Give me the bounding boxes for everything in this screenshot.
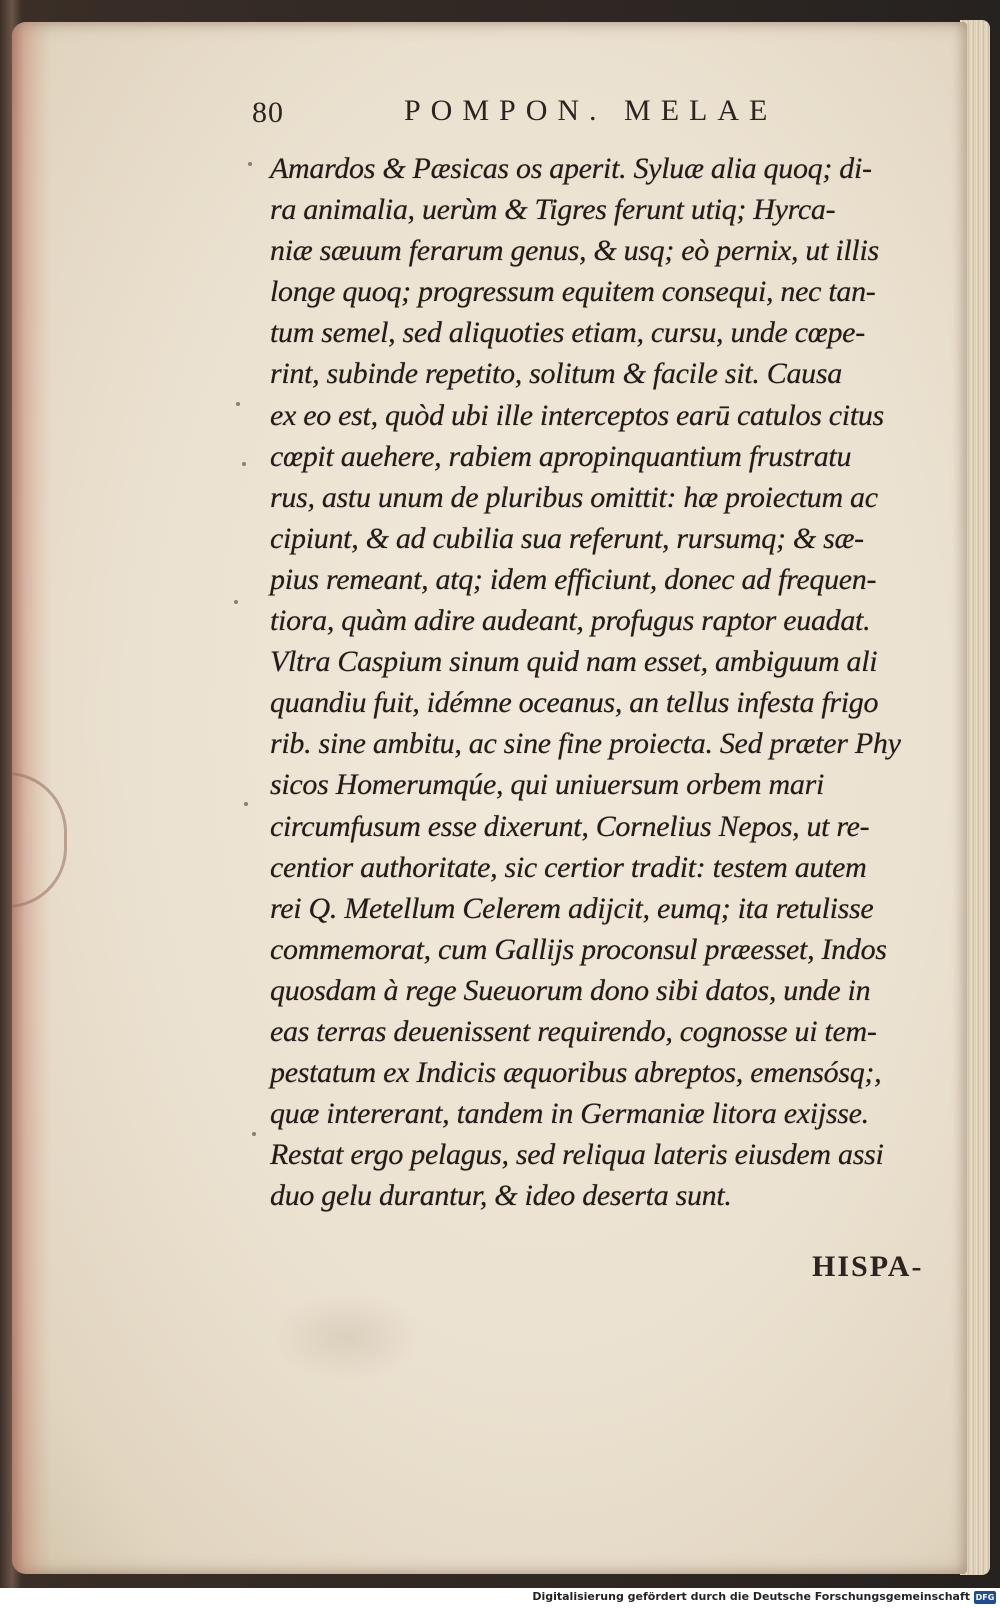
catchword: HISPA- xyxy=(812,1250,924,1283)
footer-bar xyxy=(0,1588,1000,1608)
margin-mark xyxy=(234,600,238,604)
text-line: rib. sine ambitu, ac sine fine proiecta. Sed præter Phy xyxy=(270,727,901,761)
text-line: sicos Homerumqúe, qui uniuersum orbem mari xyxy=(270,768,825,802)
text-line: quandiu fuit, idémne oceanus, an tellus infesta frigo xyxy=(270,686,879,720)
text-line: quæ intererant, tandem in Germaniæ litora exijsse. xyxy=(270,1097,869,1131)
running-title: POMPON. MELAE xyxy=(404,94,778,127)
footer-credit: Digitalisierung gefördert durch die Deutsche Forschungsgemeinschaft xyxy=(532,1590,970,1603)
text-line: tum semel, sed aliquoties etiam, cursu, unde cœpe- xyxy=(270,316,865,350)
text-line: cipiunt, & ad cubilia sua referunt, rursumq; & sæ- xyxy=(270,521,864,555)
text-line: Amardos & Pæsicas os aperit. Syluæ alia quoq; di- xyxy=(270,152,872,185)
text-line: pestatum ex Indicis æquoribus abreptos, emensósq;, xyxy=(270,1056,882,1090)
text-line: ex eo est, quòd ubi ille interceptos earū catulos citus xyxy=(270,398,884,432)
text-line: rus, astu unum de pluribus omittit: hæ proiectum ac xyxy=(270,480,878,514)
text-line: longe quoq; progressum equitem consequi, nec tan- xyxy=(270,275,876,309)
text-line: Vltra Caspium sinum quid nam esset, ambiguum ali xyxy=(270,645,878,679)
text-line: quosdam à rege Sueuorum dono sibi datos, unde in xyxy=(270,973,871,1007)
margin-mark xyxy=(248,162,252,166)
text-line: cœpit auehere, rabiem apropinquantium frustratu xyxy=(270,439,852,473)
text-line: duo gelu durantur, & ideo deserta sunt. xyxy=(270,1179,732,1213)
text-line: centior authoritate, sic certior tradit: testem autem xyxy=(270,850,867,884)
text-line: ra animalia, uerùm & Tigres ferunt utiq; Hyrca- xyxy=(270,193,836,227)
margin-mark xyxy=(242,462,246,466)
dfg-logo-icon: DFG xyxy=(975,1593,995,1602)
text-line: eas terras deuenissent requirendo, cognosse ui tem- xyxy=(270,1014,877,1048)
margin-mark xyxy=(252,1132,256,1136)
margin-mark xyxy=(244,802,248,806)
body-text xyxy=(270,148,930,1216)
book-page xyxy=(12,22,967,1574)
margin-mark xyxy=(236,402,240,406)
text-line: niæ sæuum ferarum genus, & usq; eò pernix, ut illis xyxy=(270,234,879,268)
text-line: pius remeant, atq; idem efficiunt, donec ad frequen- xyxy=(270,562,877,596)
text-line: rint, subinde repetito, solitum & facile sit. Causa xyxy=(270,357,842,391)
text-line: commemorat, cum Gallijs proconsul præesset, Indos xyxy=(270,932,887,966)
text-line: rei Q. Metellum Celerem adijcit, eumq; ita retulisse xyxy=(270,891,874,925)
running-head xyxy=(252,94,852,134)
page-number: 80 xyxy=(252,96,284,129)
text-line: circumfusum esse dixerunt, Cornelius Nepos, ut re- xyxy=(270,809,870,843)
text-line: tiora, quàm adire audeant, profugus raptor euadat. xyxy=(270,604,871,638)
text-line: Restat ergo pelagus, sed reliqua lateris eiusdem assi xyxy=(270,1138,884,1172)
